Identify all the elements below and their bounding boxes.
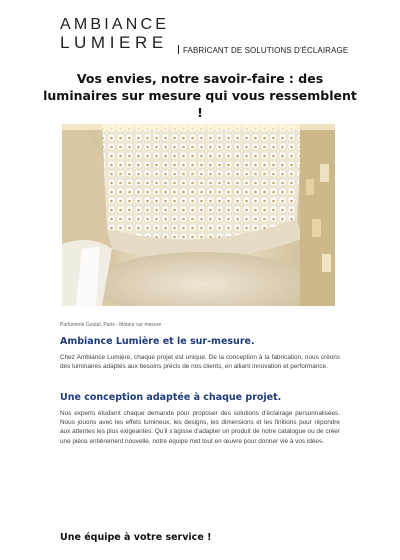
brand-logo bbox=[60, 16, 170, 52]
tagline-divider bbox=[178, 45, 179, 54]
logo-text-line1: AMBIANCE bbox=[60, 16, 170, 33]
page-headline: Vos envies, notre savoir-faire : des luminaires sur mesure qui vous ressemblent ! bbox=[43, 71, 357, 120]
footer-title: Une équipe à votre service ! bbox=[60, 532, 212, 543]
photo-caption: Parfumerie Goutal, Paris - Moteur sur mesure bbox=[60, 322, 162, 328]
section-title-conception: Une conception adaptée à chaque projet. bbox=[60, 392, 282, 403]
store-photo bbox=[62, 124, 335, 306]
store-photo-illustration bbox=[62, 124, 335, 306]
section-body-sur-mesure: Chez Ambiance Lumière, chaque projet est unique. De la conception à la fabrication, nous créons des luminaires adaptés aux besoins précis de nos clients, en alliant innovation et performance. bbox=[60, 354, 340, 371]
section-body-conception: Nos experts étudient chaque demande pour proposer des solutions d'éclairage personnalisées. Nous jouons avec les effets lumineux, les designs, les dimensions et les finitions pour répondre aux attentes les plus exigeantes. Qu'il s'agisse d'adapter un produit de notre catalogue ou de créer une pièce entièrement nouvelle, notre équipe met tout en œuvre pour donner vie à vos idées. bbox=[60, 410, 340, 445]
tagline-text: FABRICANT DE SOLUTIONS D'ÉCLAIRAGE bbox=[183, 46, 349, 55]
logo-text-line2: LUMIERE bbox=[60, 33, 168, 52]
section-title-sur-mesure: Ambiance Lumière et le sur-mesure. bbox=[60, 336, 255, 347]
brand-tagline bbox=[178, 45, 348, 55]
